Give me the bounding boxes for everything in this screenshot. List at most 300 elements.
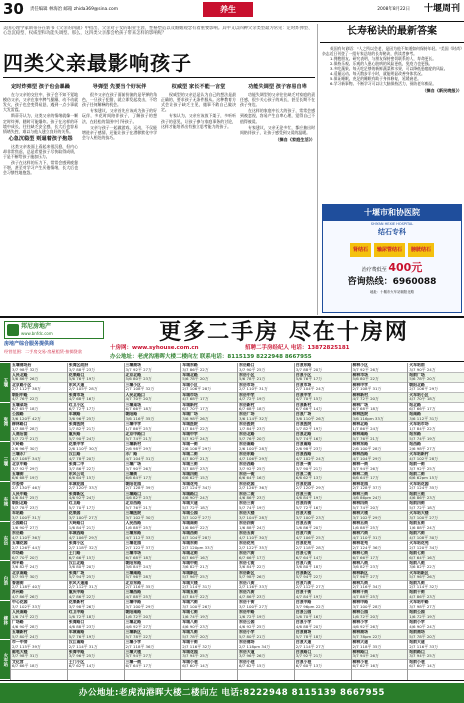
listing-location: 三堰南路 <box>125 570 142 575</box>
listing-location: 车城三街 <box>182 461 198 466</box>
listing-location: 大岭路 <box>12 442 24 447</box>
listing-location: 站前商场 <box>409 630 425 635</box>
listing-spec: 1/7 88平 28万 <box>12 425 39 431</box>
listing-item <box>295 610 351 620</box>
listing-location: 站前三街 <box>409 491 425 496</box>
listing-spec: 2/6 100平 28万 <box>239 445 268 451</box>
listing-spec: 2/7 118平 40万 <box>12 584 41 590</box>
listing-spec: 3/7 100平 27万 <box>239 603 268 609</box>
listing-column <box>180 363 237 680</box>
listing-spec: 5/7 74平 20万 <box>352 505 379 511</box>
listing-item <box>238 620 294 630</box>
listing-item <box>295 561 351 571</box>
listing-location: 张湾区政府 <box>68 363 89 367</box>
listing-item <box>295 482 351 492</box>
region-label: 三堰 <box>0 442 10 482</box>
listing-location: 东岳五街 <box>239 531 255 536</box>
listing-item <box>352 660 408 670</box>
listing-location: 五堰商场后 <box>12 363 32 367</box>
listing-item <box>125 531 181 541</box>
listing-spec: 1/6 72平 19万 <box>239 613 266 619</box>
listing-item <box>408 412 464 422</box>
listing-spec: 3/7 100平 23万 <box>295 514 325 520</box>
listing-spec: 3/7 100平 29万 <box>125 603 155 609</box>
listing-location: 东岳大楼 <box>239 511 255 516</box>
listing-spec: 6/7 64平 16万 <box>409 554 436 560</box>
listing-location: 站北路 <box>409 402 421 407</box>
listing-spec: 4/7 106平 25万 <box>295 534 325 540</box>
listing-spec: 5/7 94平 22万 <box>295 574 323 580</box>
section-tab: 养生 <box>203 2 253 17</box>
listing-location: 柳林路口 <box>352 649 369 654</box>
listing-location: 柳林小学 <box>352 620 369 625</box>
listing-item <box>408 373 464 383</box>
listing-location: 白浪公园 <box>295 610 312 615</box>
listing-spec: 2/7 112平 27万 <box>295 584 325 590</box>
listing-location: 白浪花苑 <box>295 541 312 546</box>
listing-item <box>238 442 294 452</box>
listing-item <box>238 600 294 610</box>
listing-spec: 2/7 120平 34万 <box>409 544 439 550</box>
listing-item <box>352 383 408 393</box>
article-paragraph: 权威型的父亲总是认为自己的想法是最正确的，要求孩子无条件服从。这种教育方式会让孩子缺乏主见，遇事不敢自己做决定。 <box>161 92 236 113</box>
listing-spec: 6/7 60平 14万 <box>409 663 436 669</box>
listing-location: 汉江路 <box>68 452 81 457</box>
listing-spec: 4/7 110平 30万 <box>239 534 268 540</box>
listing-item <box>125 590 181 600</box>
listing-item <box>68 561 124 571</box>
hospital-ad <box>322 204 462 313</box>
article-paragraph: 斯蒂芬认为，这类父亲的情绪就像一颗定时炸弹，随时可能爆炸。孩子在这样的环境中成长，往往缺乏安全感，长大后也容易情绪失控，难以与他人建立良好的关系。 <box>3 113 78 134</box>
listing-location: 白浪九街 <box>295 580 312 585</box>
listing-location: 三堰一街 <box>125 659 142 664</box>
listing-item <box>408 393 464 403</box>
listing-item <box>125 630 181 640</box>
listing-item <box>238 393 294 403</box>
listing-item <box>295 640 351 650</box>
listing-location: 站前六街 <box>409 531 425 536</box>
article-paragraph: 专家建议，父亲无论多忙，都应抽出时间陪伴孩子，让孩子感受到父爱的温暖。 <box>240 124 315 135</box>
listing-location: 柳林新村 <box>352 392 369 397</box>
listing-spec: 1/7 82平 19万 <box>295 425 323 431</box>
article-paragraph: 孩子在这样的压力下，常常会感到疲惫不堪，甚至对学习产生厌倦情绪，长大后也会习惯性地抱怨。 <box>3 160 78 176</box>
listing-column <box>407 363 464 680</box>
listing-spec: 4/6 88平 20万 <box>295 623 323 629</box>
listing-location: 车城东路 <box>182 363 198 367</box>
listing-spec: 6/7 66平 18万 <box>125 406 152 412</box>
listing-item <box>125 452 181 462</box>
listing-location: 三堰新村 <box>125 442 142 447</box>
listing-spec: 1/6 88平 25万 <box>352 524 379 530</box>
listing-item <box>408 590 464 600</box>
listing-location: 车城八街 <box>182 620 198 625</box>
listing-location: 柳林八街 <box>352 560 369 565</box>
listing-location: 东岳新村 <box>239 402 255 407</box>
listing-spec: 4/6 92平 25万 <box>239 623 266 629</box>
listing-spec: 2/7 115平 39万 <box>12 643 41 649</box>
listing-item <box>295 432 351 442</box>
listing-location: 东风大道 <box>68 382 85 387</box>
listing-item <box>352 561 408 571</box>
listing-item <box>125 571 181 581</box>
article-paragraph: 在与父亲的交往中，孩子会不知不觉地模仿父亲。父亲在家中脾气暴躁、动不动就发火，孩子也会变得易怒，遇到一点小事就大发雷霆。 <box>3 92 78 113</box>
listing-item <box>11 432 67 442</box>
listing-location: 白浪五街 <box>295 521 312 526</box>
listing-spec: 5/6 78平 20万 <box>182 376 209 382</box>
listing-item <box>11 373 67 383</box>
listing-location: 东岳二街 <box>239 491 255 496</box>
listing-item <box>125 432 181 442</box>
listing-location: 车城北路 <box>182 372 198 377</box>
listing-spec: 2/7 116平 34万 <box>352 584 382 590</box>
listing-item <box>408 363 464 373</box>
listing-item <box>68 363 124 373</box>
listing-spec: 4/7 108平 30万 <box>409 534 439 540</box>
listing-location: 白浪广场 <box>295 412 312 417</box>
listing-item <box>408 551 464 561</box>
listing-item <box>181 501 237 511</box>
logo-url: www.bnfdc.com <box>21 331 53 336</box>
listing-location: 东岳七街 <box>239 560 255 565</box>
listing-location: 人商后面 <box>12 432 28 437</box>
listing-location: 邮电大楼 <box>12 649 28 654</box>
listing-location: 车城医院 <box>182 422 198 427</box>
article-paragraph: 专家认为，父亲应该放下架子，多听听孩子的意见，让孩子参与家庭事务的讨论，这样才能培养出有独立思考能力的孩子。 <box>161 113 236 129</box>
listing-item <box>238 403 294 413</box>
listing-item <box>11 383 67 393</box>
region-label: 火车站 <box>0 640 10 680</box>
listing-location: 东风公司 <box>68 471 85 476</box>
listing-location: 三堰菜场 <box>125 402 142 407</box>
listing-spec: 2/7 122平 37万 <box>125 544 155 550</box>
listing-spec: 2/7 104平 24万 <box>295 386 325 392</box>
listing-spec: 2/7 118平 32万 <box>68 544 98 550</box>
listing-spec: 3/6 116pm 33万 <box>352 416 384 422</box>
listing-location: 车城北街 <box>182 550 198 555</box>
listing-spec: 4/7 80平 21万 <box>182 455 209 461</box>
listing-item <box>295 660 351 670</box>
sidebar-paragraph: 英国有句谚语："人之所以会老，是因为他不知道如何保持年轻。"美国《时尚》杂志近日刊登了一组专家总结的长寿秘诀，供读者参考。 <box>322 45 462 56</box>
listing-item <box>352 531 408 541</box>
listing-item <box>181 571 237 581</box>
region-label: 东岳 <box>0 522 10 562</box>
article-columns <box>3 82 315 307</box>
listing-location: 市委旁 <box>12 481 24 486</box>
listing-spec: 2/6 100平 28万 <box>352 445 382 451</box>
listing-item <box>295 363 351 373</box>
listing-item <box>181 640 237 650</box>
listing-location: 白浪小区 <box>295 372 312 377</box>
listing-location: 站前四街 <box>409 501 425 506</box>
listing-location: 车城西路 <box>68 531 85 536</box>
listing-spec: 1/7 86平 25万 <box>125 425 152 431</box>
listing-spec: 3/7 88平 23万 <box>182 465 209 471</box>
listing-spec: 3/7 100平 28万 <box>352 603 382 609</box>
listing-spec: 1/6 72平 20万 <box>125 613 152 619</box>
listing-spec: 5/6 78平 20万 <box>409 376 436 382</box>
listing-spec: 4/6 86pm 24万 <box>352 495 382 501</box>
listing-location: 东岳新区 <box>239 570 255 575</box>
listing-location: 张湾小区 <box>68 541 85 546</box>
logo-name: 邦尼房地产 <box>21 323 52 330</box>
listing-location: 车城六街 <box>182 600 198 605</box>
listing-spec: 3/7 86平 22万 <box>68 465 96 471</box>
listing-item <box>11 452 67 462</box>
hospital-dept: 结石专科 <box>378 228 406 237</box>
sidebar-byline: （摘自《新民晚报》） <box>422 87 462 93</box>
listing-spec: 2/6 98平 27万 <box>409 445 436 451</box>
listing-spec: 3/7 96pm 22万 <box>295 603 325 609</box>
listing-spec: 2/6 108平 29万 <box>182 445 212 451</box>
listing-location: 站前小学 <box>409 620 425 625</box>
listing-location: 车站路 <box>12 511 24 516</box>
listing-spec: 4/7 88平 25万 <box>125 594 152 600</box>
listing-spec: 4/7 86平 22万 <box>68 594 96 600</box>
listing-item <box>408 610 464 620</box>
listing-spec: 4/7 70平 18万 <box>409 396 436 402</box>
listing-item <box>125 373 181 383</box>
listing-spec: 3/6 96平 25万 <box>68 416 96 422</box>
listing-spec: 2/6 98平 29万 <box>125 445 152 451</box>
masthead <box>0 0 464 22</box>
listing-spec: 2/7 124平 35万 <box>409 485 439 491</box>
listing-spec: 2/7 108平 31万 <box>352 386 382 392</box>
sidebar-paragraph: 5.保证睡眠。充足的睡眠有助于身体修复，延缓衰老。 <box>330 75 421 81</box>
article-paragraph: 父亲与孩子一起做游戏、运动，不仅能增进亲子感情，还能让孩子在潜移默化中学会与人相处的技巧。 <box>82 124 157 140</box>
listing-item <box>295 581 351 591</box>
hospital-tag: 输尿管结石 <box>374 243 405 257</box>
listing-item <box>125 482 181 492</box>
listing-item <box>238 581 294 591</box>
listing-spec: 2/7 120pm 33万 <box>182 544 214 550</box>
listing-spec: 1/7 84平 22万 <box>409 425 436 431</box>
listing-spec: 3/7 94平 26万 <box>352 465 379 471</box>
listing-spec: 4/7 102平 24万 <box>295 455 325 461</box>
listing-item <box>295 442 351 452</box>
listing-location: 车城花园 <box>68 481 85 486</box>
listing-location: 红卫路 <box>68 501 81 506</box>
listing-spec: 4/7 104平 31万 <box>125 455 155 461</box>
listing-item <box>238 660 294 670</box>
listing-spec: 5/6 78平 21万 <box>239 376 266 382</box>
listing-location: 车城市场 <box>182 392 198 397</box>
listing-item <box>181 403 237 413</box>
listing-item <box>295 600 351 610</box>
listing-location: 火车站花苑 <box>409 541 429 546</box>
listing-location: 白浪商场 <box>295 630 312 635</box>
editor-line: 责任编辑 林海治 邮箱 zhida369@sina.com <box>30 7 119 12</box>
listing-item <box>352 403 408 413</box>
listing-spec: 3/7 92平 27万 <box>125 366 152 372</box>
listing-item <box>352 492 408 502</box>
listing-spec: 5/7 96平 28万 <box>125 574 152 580</box>
listing-spec: 3/6 112平 31万 <box>409 416 439 422</box>
listing-spec: 5/7 74平 21万 <box>125 435 152 441</box>
listing-location: 朝阳花园 <box>125 481 142 486</box>
house-icon <box>7 324 19 336</box>
listing-location: 北京北路 <box>125 372 142 377</box>
listing-item <box>408 600 464 610</box>
article-paragraph: 专家建议，父亲首先应该成为孩子的好玩伴，多花时间陪伴孩子，了解孩子的想法，在轻松的氛围中引导孩子。 <box>82 108 157 124</box>
listing-spec: 2/7 126平 44万 <box>12 544 41 550</box>
listing-item <box>181 472 237 482</box>
listing-location: 车城路口 <box>182 491 198 496</box>
listing-spec: 5/7 74平 19万 <box>239 505 266 511</box>
listing-spec: 3/6 82平 24万 <box>12 564 39 570</box>
listing-spec: 5/7 90平 24万 <box>68 435 96 441</box>
listing-location: 三堰街 <box>125 471 138 476</box>
listing-location: 张湾二中 <box>68 461 85 466</box>
listing-spec: 5/7 72平 18万 <box>409 505 436 511</box>
listing-location: 东岳中学 <box>239 392 255 397</box>
listing-item <box>352 422 408 432</box>
listing-spec: 2/7 114平 27万 <box>295 643 325 649</box>
listing-item <box>408 432 464 442</box>
listing-item <box>11 531 67 541</box>
listing-location: 北京路小区 <box>12 382 32 387</box>
listing-spec: 3/6 84平 22万 <box>239 564 266 570</box>
listing-item <box>68 373 124 383</box>
listing-location: 白浪小巷 <box>295 659 312 664</box>
listing-item <box>11 650 67 660</box>
listing-spec: 3/6 110平 26万 <box>295 416 325 422</box>
listing-item <box>11 600 67 610</box>
listing-item <box>125 581 181 591</box>
listing-item <box>181 442 237 452</box>
listing-item <box>352 590 408 600</box>
listing-location: 和平路 <box>12 560 24 565</box>
listing-item <box>352 412 408 422</box>
listing-item <box>408 383 464 393</box>
listing-location: 东岳小巷 <box>239 659 255 664</box>
page-number: 30 <box>3 0 24 18</box>
listing-item <box>68 511 124 521</box>
listing-spec: 4/7 86平 23万 <box>409 594 436 600</box>
listing-location: 站前大道 <box>409 639 425 644</box>
listing-location: 北京西路 <box>125 501 142 506</box>
listing-location: 东岳路 <box>12 531 24 536</box>
hospital-tel-line <box>323 277 461 288</box>
listing-location: 车城中学 <box>182 432 198 437</box>
listing-spec: 6/6 64平 15万 <box>68 475 96 481</box>
listing-item <box>181 630 237 640</box>
listing-location: 柳林花苑 <box>352 541 369 546</box>
listing-location: 汉江北路 <box>68 560 85 565</box>
listing-spec: 4/7 76平 22万 <box>12 396 39 402</box>
listing-spec: 4/6 90平 24万 <box>409 623 436 629</box>
listing-item <box>352 541 408 551</box>
listing-location: 红卫中路 <box>68 610 85 615</box>
listing-item <box>11 482 67 492</box>
listing-spec: 5/7 96平 25万 <box>182 574 209 580</box>
listing-location: 车城中街 <box>182 560 198 565</box>
listing-item <box>125 383 181 393</box>
listing-spec: 6/7 70平 20万 <box>12 554 39 560</box>
listing-item <box>11 472 67 482</box>
listing-item <box>295 383 351 393</box>
listing-location: 柳林五街 <box>352 521 369 526</box>
listing-item <box>11 620 67 630</box>
listing-location: 车城东街 <box>182 541 198 546</box>
listing-spec: 3/7 92平 21万 <box>295 653 323 659</box>
listing-spec: 4/6 92平 24万 <box>68 495 96 501</box>
listing-location: 东岳小学 <box>239 630 255 635</box>
listing-spec: 4/7 68平 16万 <box>68 396 96 402</box>
listing-item <box>352 600 408 610</box>
region-label: 白浪 <box>0 561 10 601</box>
listing-item <box>125 393 181 403</box>
article-lede: 美国心理学家斯蒂芬在新书《父亲的四副》中指出，父亲对子女的职业生涯、性格塑造以及婚姻观念有着重要影响。其中又以四种父亲类型最为常见：定时炸弹型、心急沉稳型、权威型和功能失调型。那么，这四类父亲都会给孩子带来怎样的影响呢？ <box>3 26 313 37</box>
listing-item <box>181 412 237 422</box>
listing-location: 柳林一街 <box>352 461 369 466</box>
listing-spec: 5/7 96平 27万 <box>352 574 379 580</box>
listing-location: 三堰水厂 <box>12 452 28 457</box>
listing-location: 车城七街 <box>182 610 198 615</box>
listing-item <box>408 660 464 670</box>
listing-item <box>68 442 124 452</box>
listing-spec: 2/7 116平 35万 <box>125 584 155 590</box>
listing-spec: 6/7 66平 15万 <box>68 554 96 560</box>
listing-item <box>238 482 294 492</box>
listing-spec: 6/7 62平 16万 <box>352 663 379 669</box>
listing-spec: 6/7 64平 17万 <box>125 663 152 669</box>
listing-location: 车城九街 <box>182 630 198 635</box>
listing-spec: 3/7 92平 29万 <box>12 465 39 471</box>
listing-item <box>408 442 464 452</box>
listing-item <box>11 521 67 531</box>
column-subheading: 心急沉稳型 则逼着孩子抱怨 <box>8 135 73 142</box>
listing-spec: 3/7 92平 25万 <box>409 465 436 471</box>
region-label: 五堰 <box>0 363 10 403</box>
listing-item <box>238 422 294 432</box>
listing-location: 柳林大楼 <box>352 511 369 516</box>
listing-spec: 3/7 100平 27万 <box>409 514 439 520</box>
listing-item <box>238 452 294 462</box>
listing-item <box>295 403 351 413</box>
listing-location: 东风大道南 <box>68 580 89 585</box>
listing-spec: 1/6 88平 24万 <box>409 524 436 530</box>
listing-location: 柳林中学 <box>352 382 369 387</box>
listing-item <box>68 393 124 403</box>
listing-location: 白浪花园 <box>295 481 312 486</box>
listing-location: 车城南路 <box>68 630 85 635</box>
listing-spec: 3/7 92平 26万 <box>352 366 379 372</box>
listing-column <box>124 363 181 680</box>
listing-location: 朝阳南路 <box>125 610 142 615</box>
listing-spec: 5/7 78pm 22万 <box>352 633 382 639</box>
listing-spec: 6/6 62平 15万 <box>182 475 209 481</box>
listing-spec: 2/7 124平 36万 <box>352 544 382 550</box>
listing-location: 白浪四街 <box>295 501 312 506</box>
listing-spec: 4/6 92平 27万 <box>125 623 152 629</box>
listing-item <box>11 541 67 551</box>
listing-spec: 6/7 62平 14万 <box>68 663 96 669</box>
listing-location: 站前广场 <box>409 372 425 377</box>
listing-location: 东岳花苑 <box>239 541 255 546</box>
listing-location: 东岳大道 <box>239 649 255 654</box>
listing-item <box>352 501 408 511</box>
listing-spec: 4/7 102平 28万 <box>409 455 439 461</box>
listing-location: 人民西路 <box>125 521 142 526</box>
listing-location: 苏州路 <box>12 590 24 595</box>
listing-spec: 4/7 72平 19万 <box>239 396 266 402</box>
sidebar-paragraph: 6.学习新事物。不断学习可以让大脑保持活力，预防老年痴呆。 <box>330 80 437 86</box>
listing-spec: 4/6 90平 28万 <box>12 623 39 629</box>
listing-item <box>352 620 408 630</box>
listing-spec: 3/6 114平 32万 <box>239 416 268 422</box>
listing-item <box>295 521 351 531</box>
listing-spec: 6/7 66平 16万 <box>182 554 209 560</box>
